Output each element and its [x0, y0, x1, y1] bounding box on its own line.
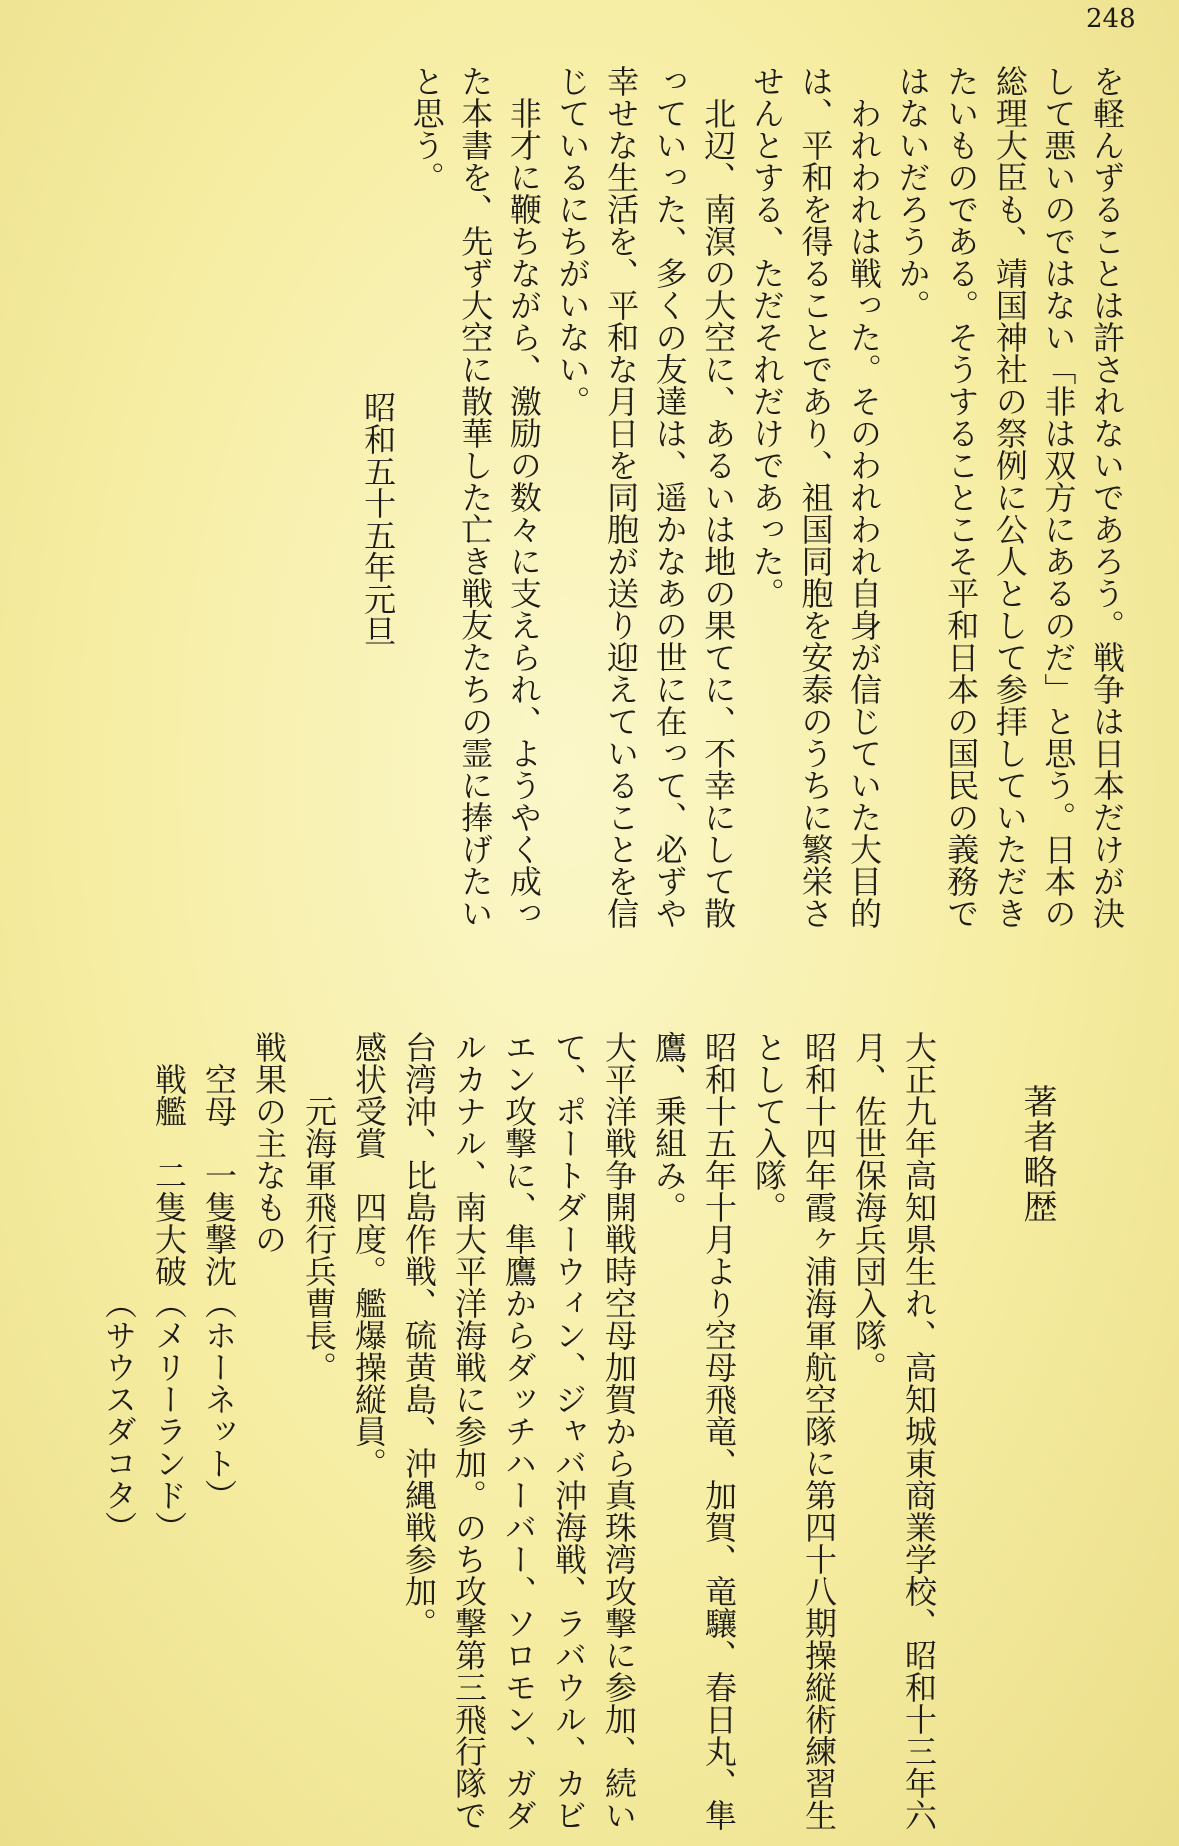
page-number: 248	[1086, 4, 1136, 34]
afterword-line: は、平和を得ることであり、祖国同胞を安泰のうちに繁栄さ	[796, 65, 835, 929]
profile-line: 鷹、乗組み。	[650, 1031, 688, 1223]
author-profile-title: 著者略歴	[1017, 1084, 1057, 1224]
afterword-line: して悪いのではない「非は双方にあるのだ」と思う。日本の	[1039, 65, 1078, 929]
afterword-line: たいものである。そうすることこそ平和日本の国民の義務で	[942, 65, 981, 929]
battle-results-heading: 戦果の主なもの	[250, 1031, 288, 1255]
afterword-line: 非才に鞭ちながら、激励の数々に支えられ、ようやく成っ	[504, 97, 543, 929]
final-rank-line: 元海軍飛行兵曹長。	[300, 1095, 338, 1383]
ship-name: （ホーネット）	[200, 1287, 238, 1511]
afterword-date: 昭和五十五年元旦	[359, 391, 398, 647]
afterword-line: われわれは戦った。そのわれわれ自身が信じていた大目的	[845, 97, 884, 929]
profile-line: として入隊。	[750, 1031, 788, 1223]
afterword-line: を軽んずることは許されないであろう。戦争は日本だけが決	[1088, 65, 1126, 929]
battle-result-carrier	[194, 1031, 244, 1841]
citation-line: 感状受賞 四度。艦爆操縦員。	[350, 1031, 388, 1479]
profile-line: エン攻撃に、隼鷹からダッチハーバー、ソロモン、ガダ	[500, 1031, 538, 1831]
afterword-line: と思う。	[407, 65, 446, 193]
afterword-line: 幸せな生活を、平和な月日を同胞が送り迎えていることを信	[602, 65, 641, 929]
profile-line: 昭和十四年霞ヶ浦海軍航空隊に第四十八期操縦術練習生	[800, 1031, 838, 1831]
afterword-line: せんとする、ただそれだけであった。	[747, 65, 786, 609]
battle-result-battleship	[144, 1031, 194, 1841]
battle-result-battleship-continued	[94, 1031, 144, 1841]
ship-name: （メリーランド）	[150, 1287, 188, 1543]
afterword-line: た本書を、先ず大空に散華した亡き戦友たちの霊に捧げたい	[456, 65, 495, 929]
profile-line: 大正九年高知県生れ、高知城東商業学校、昭和十三年六	[900, 1031, 938, 1831]
afterword-line: はないだろうか。	[893, 65, 932, 321]
profile-line: 大平洋戦争開戦時空母加賀から真珠湾攻撃に参加、続い	[600, 1031, 638, 1831]
profile-line: 月、佐世保海兵団入隊。	[850, 1031, 888, 1383]
afterword-line: っていった、多くの友達は、遥かなあの世に在って、必ずや	[650, 65, 689, 929]
author-profile	[94, 1031, 944, 1841]
afterword-line: じているにちがいない。	[553, 65, 592, 417]
afterword-text-block	[354, 65, 1132, 945]
profile-line: 昭和十五年十月より空母飛竜、加賀、竜驤、春日丸、隼	[700, 1031, 738, 1831]
battle-outcome: 二隻大破	[150, 1159, 188, 1287]
ship-type-label: 戦艦	[150, 1063, 188, 1127]
profile-line: 台湾沖、比島作戦、硫黄島、沖縄戦参加。	[400, 1031, 438, 1639]
battle-outcome: 一隻撃沈	[200, 1159, 238, 1287]
afterword-line: 総理大臣も、靖国神社の祭例に公人として参拝していただき	[990, 65, 1029, 929]
profile-line: ルカナル、南大平洋海戦に参加。のち攻撃第三飛行隊で	[450, 1031, 488, 1831]
ship-type-label: 空母	[200, 1063, 238, 1127]
afterword-line: 北辺、南溟の大空に、あるいは地の果てに、不幸にして散	[699, 97, 738, 929]
ship-name: （サウスダコタ）	[100, 1287, 138, 1543]
profile-line: て、ポートダーウィン、ジャバ沖海戦、ラバウル、カビ	[550, 1031, 588, 1831]
